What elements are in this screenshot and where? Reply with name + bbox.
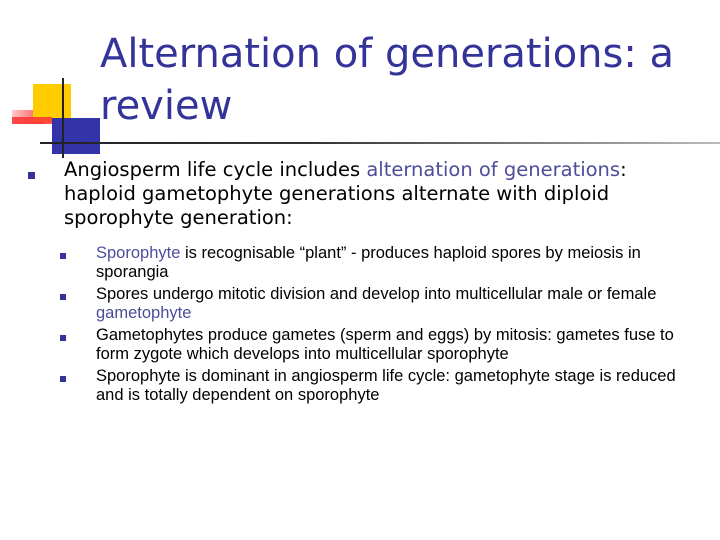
sub-point-after: is recognisable “plant” - produces haploid spores by meiosis in sporangia <box>96 244 641 281</box>
sub-point-highlight: Sporophyte <box>96 244 181 262</box>
square-bullet-icon <box>60 335 66 341</box>
sub-point-before: Sporophyte is dominant in angiosperm life cycle: gametophyte stage is reduced and is totally dependent on sporophyte <box>96 367 676 404</box>
sub-point-before: Spores undergo mitotic division and develop into multicellular male or female <box>96 285 657 303</box>
square-bullet-icon <box>60 294 66 300</box>
sub-point-before: Gametophytes produce gametes (sperm and eggs) by mitosis: gametes fuse to form zygote which develops into multicellular sporophyte <box>96 326 674 363</box>
main-point-after: : haploid gametophyte generations alternate with diploid sporophyte generation: <box>64 158 627 229</box>
square-bullet-icon <box>60 376 66 382</box>
decorative-blue-square <box>52 118 100 154</box>
main-point-before: Angiosperm life cycle includes <box>64 158 367 181</box>
square-bullet-icon <box>28 172 35 179</box>
sub-point-list <box>60 244 680 408</box>
slide-title: Alternation of generations: a review <box>100 31 675 129</box>
title-underline <box>40 142 720 144</box>
main-point-text <box>64 158 698 230</box>
sub-point <box>60 244 680 282</box>
sub-point <box>60 285 680 323</box>
decorative-red-line <box>12 117 52 124</box>
main-point <box>28 158 698 230</box>
sub-point-highlight: gametophyte <box>96 304 192 322</box>
sub-point <box>60 367 680 405</box>
main-point-highlight: alternation of generations <box>366 158 621 181</box>
square-bullet-icon <box>60 253 66 259</box>
sub-point <box>60 326 680 364</box>
decorative-vertical-line <box>62 78 64 158</box>
